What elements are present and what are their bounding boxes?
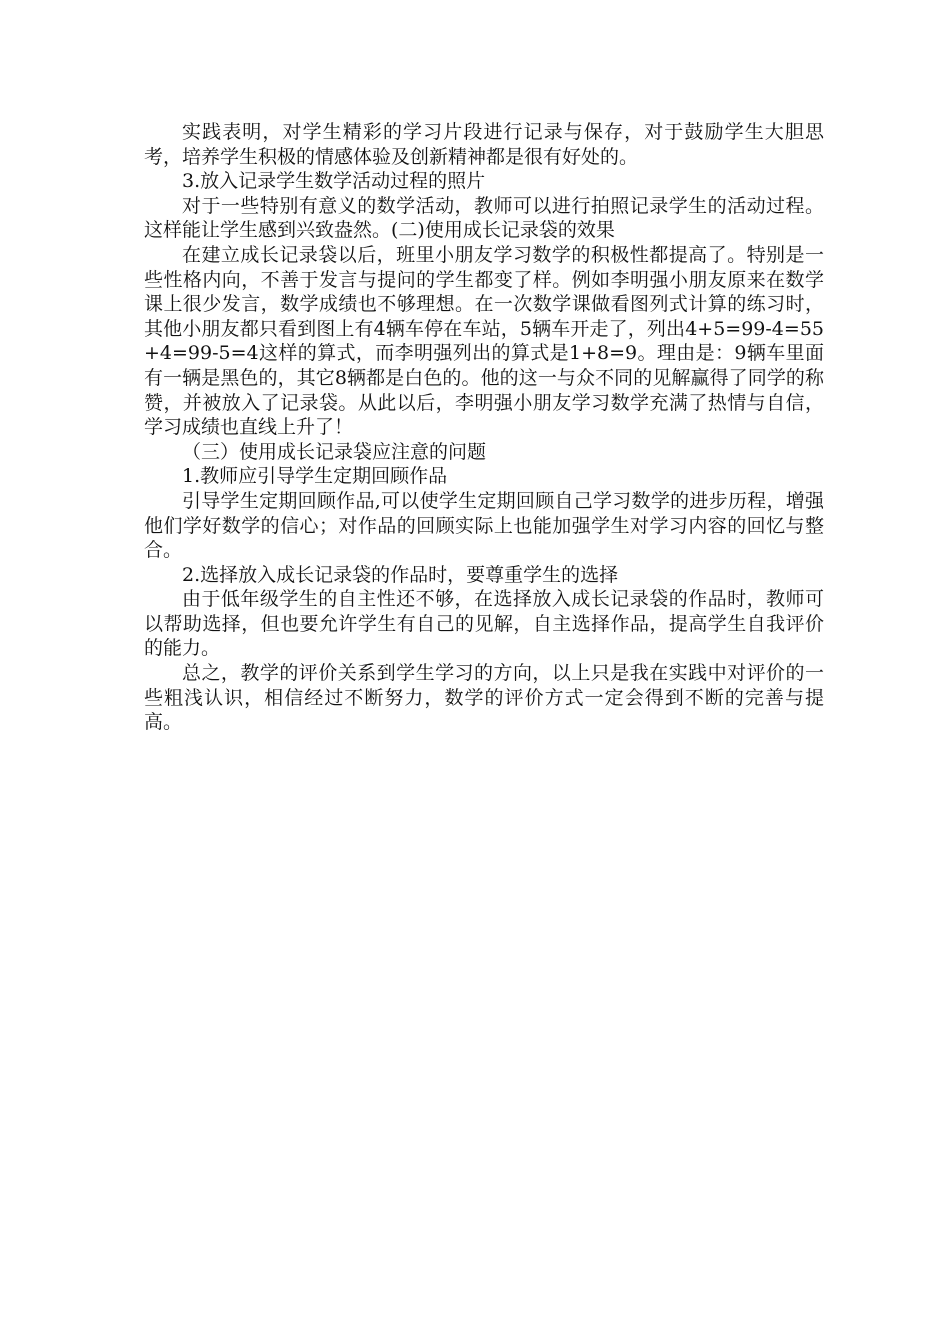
heading-respect-choice: 2.选择放入成长记录袋的作品时，要尊重学生的选择 — [182, 563, 619, 586]
paragraph-respect-choice: 由于低年级学生的自主性还不够，在选择放入成长记录袋的作品时，教师可以帮助选择，但也要允许学生有自己的见解，自主选择作品，提高学生自我评价的能力。 — [144, 588, 824, 660]
heading-review-works: 1.教师应引导学生定期回顾作品 — [182, 465, 448, 488]
heading-photos: 3.放入记录学生数学活动过程的照片 — [182, 170, 486, 193]
paragraph-review-works: 引导学生定期回顾作品,可以使学生定期回顾自己学习数学的进步历程，增强他们学好数学的信心；对作品的回顾实际上也能加强学生对学习内容的回忆与整合。 — [144, 489, 824, 562]
paragraph-effects: 在建立成长记录袋以后，班里小朋友学习数学的积极性都提高了。特别是一些性格内向，不善于发言与提问的学生都变了样。例如李明强小朋友原来在数学课上很少发言，数学成绩也不够理想。在一次数学课做看图列式计算的练习时，其他小朋友都只看到图上有4辆车停在车站，5辆车开走了，列出4+5=99-4=55+4=99-5=4这样的算式，而李明强列出的算式是1+8=9。理由是：9辆车里面有一辆是黑色的，其它8辆都是白色的。他的这一与众不同的见解赢得了同学的称赞，并被放入了记录袋。从此以后，李明强小朋友学习数学充满了热情与自信，学习成绩也直线上升了！ — [144, 243, 824, 439]
document-body — [144, 120, 824, 735]
paragraph-photo-activities: 对于一些特别有意义的数学活动，教师可以进行拍照记录学生的活动过程。这样能让学生感到兴致盎然。(二)使用成长记录袋的效果 — [144, 194, 824, 242]
paragraph-conclusion: 总之，教学的评价关系到学生学习的方向，以上只是我在实践中对评价的一些粗浅认识，相信经过不断努力，数学的评价方式一定会得到不断的完善与提高。 — [144, 662, 824, 734]
section-heading-notes: （三）使用成长记录袋应注意的问题 — [182, 440, 487, 463]
paragraph-practice-shows: 实践表明，对学生精彩的学习片段进行记录与保存，对于鼓励学生大胆思考，培养学生积极的情感体验及创新精神都是很有好处的。 — [144, 121, 824, 168]
